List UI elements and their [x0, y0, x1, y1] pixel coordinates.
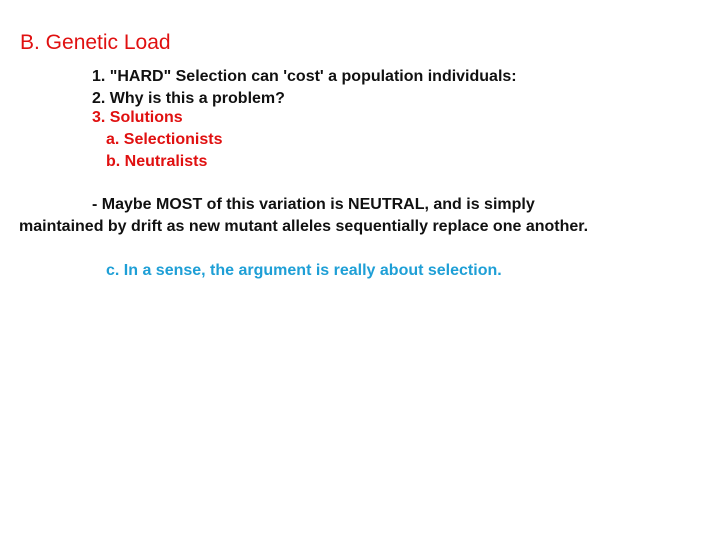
subpoint-argument-selection: c. In a sense, the argument is really about selection. — [106, 262, 502, 279]
subpoint-selectionists: a. Selectionists — [106, 131, 223, 148]
slide-title: B. Genetic Load — [20, 31, 171, 54]
point-hard-selection: 1. "HARD" Selection can 'cost' a population individuals: — [92, 68, 517, 85]
subpoint-neutralists: b. Neutralists — [106, 153, 208, 170]
point-why-problem: 2. Why is this a problem? — [92, 90, 285, 107]
neutral-paragraph-line-2: maintained by drift as new mutant alleles sequentially replace one another. — [19, 218, 589, 235]
neutral-paragraph-line-1: - Maybe MOST of this variation is NEUTRAL, and is simply — [92, 196, 535, 213]
point-solutions: 3. Solutions — [92, 109, 183, 126]
